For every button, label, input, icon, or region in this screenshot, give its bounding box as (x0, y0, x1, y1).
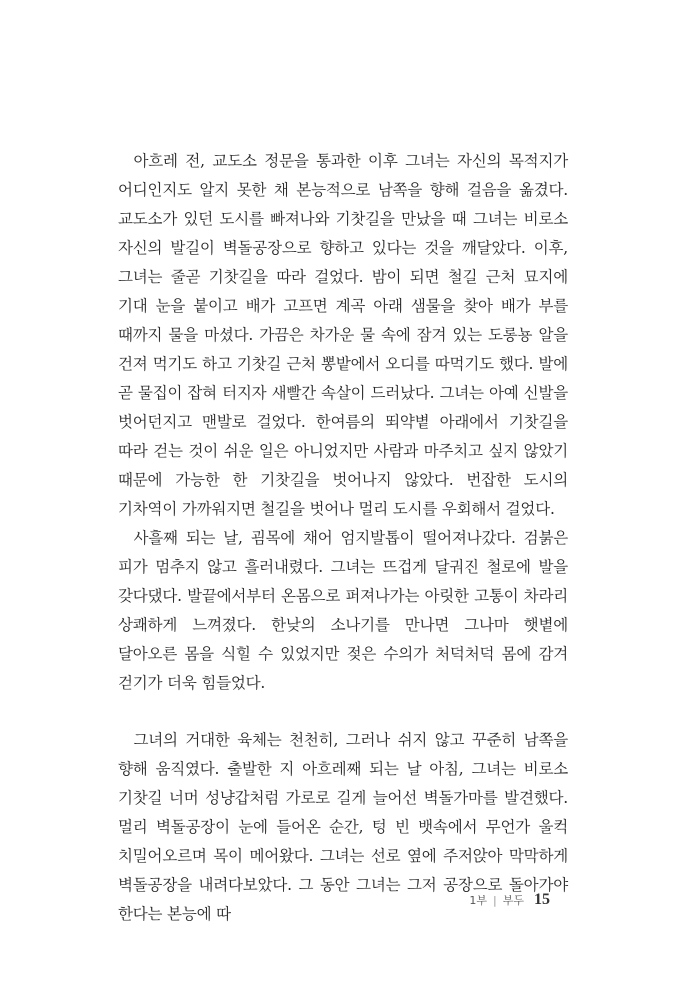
paragraph-2: 사흘째 되는 날, 굄목에 채어 엄지발톱이 떨어져나갔다. 검붉은 피가 멈추지 않고 흘러내렸다. 그녀는 뜨겁게 달궈진 철로에 발을 갖다댔다. 발끝에서부터 온몸으로 퍼져나가는 아릿한 고통이 차라리 상쾌하게 느껴졌다. 한낮의 소나기를 만나면 그나마 햇볕에 달아오른 몸을 식힐 수 있었지만 젖은 수의가 처덕처덕 몸에 감겨 걷기가 더욱 힘들었다. (118, 529, 568, 692)
paragraph-3: 그녀의 거대한 육체는 천천히, 그러나 쉬지 않고 꾸준히 남쪽을 향해 움직였다. 출발한 지 아흐레째 되는 날 아침, 그녀는 비로소 기찻길 너머 성냥갑처럼 가로로 길게 늘어선 벽돌가마를 발견했다. 멀리 벽돌공장이 눈에 들어온 순간, 텅 빈 뱃속에서 무언가 울컥 치밀어오르며 목이 메어왔다. 그녀는 선로 옆에 주저앉아 막막하게 벽돌공장을 내려다보았다. 그 동안 그녀는 그저 공장으로 돌아가야 한다는 본능에 따 (118, 731, 568, 923)
footer-section-label: 1부 (469, 894, 488, 907)
body-text (118, 147, 568, 929)
page-number: 15 (534, 891, 550, 908)
paragraph-1: 아흐레 전, 교도소 정문을 통과한 이후 그녀는 자신의 목적지가 어디인지도 알지 못한 채 본능적으로 남쪽을 향해 걸음을 옮겼다. 교도소가 있던 도시를 빠져나와 기찻길을 만났을 때 그녀는 비로소 자신의 발길이 벽돌공장으로 향하고 있다는 것을 깨달았다. 이후, 그녀는 줄곧 기찻길을 따라 걸었다. 밤이 되면 철길 근처 묘지에 기대 눈을 붙이고 배가 고프면 계곡 아래 샘물을 찾아 배가 부를 때까지 물을 마셨다. 가끔은 차가운 물 속에 잠겨 있는 도롱뇽 알을 건져 먹기도 하고 기찻길 근처 뽕밭에서 오디를 따먹기도 했다. 발에 곧 물집이 잡혀 터지자 새빨간 속살이 드러났다. 그녀는 아예 신발을 벗어던지고 맨발로 걸었다. 한여름의 뙤약볕 아래에서 기찻길을 따라 걷는 것이 쉬운 일은 아니었지만 사람과 마주치고 싶지 않았기 때문에 가능한 한 기찻길을 벗어나지 않았다. 번잡한 도시의 기차역이 가까워지면 철길을 벗어나 멀리 도시를 우회해서 걸었다. (118, 152, 568, 518)
footer-separator: | (493, 894, 497, 907)
footer-chapter-label: 부두 (502, 894, 524, 907)
page-footer (469, 891, 550, 909)
